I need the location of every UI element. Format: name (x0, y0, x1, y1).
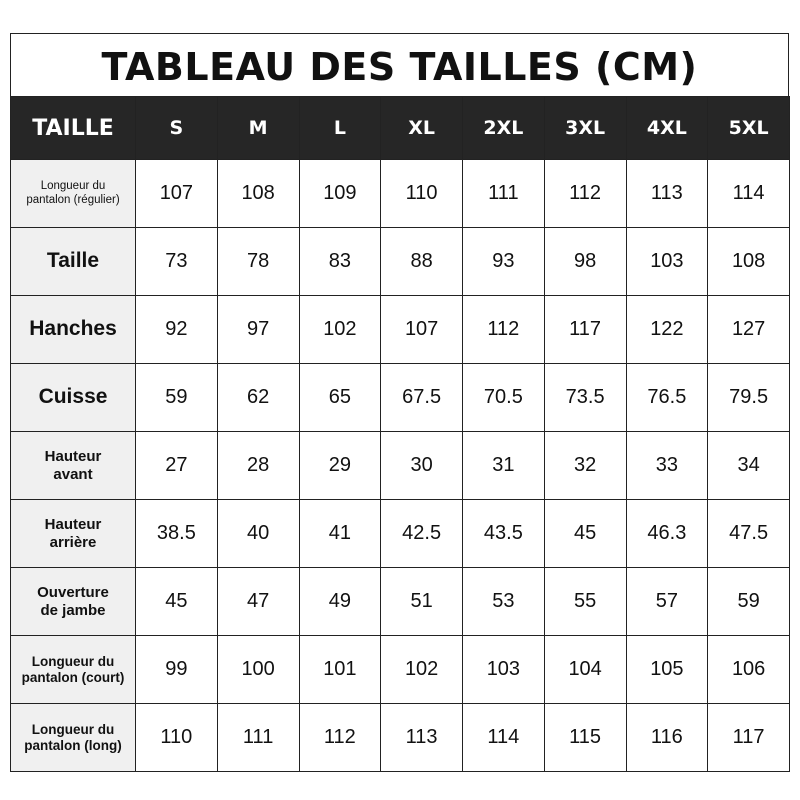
table-cell: 99 (136, 636, 218, 704)
table-cell: 107 (381, 296, 463, 364)
table-cell: 108 (708, 228, 790, 296)
table-cell: 93 (463, 228, 545, 296)
table-cell: 100 (217, 636, 299, 704)
table-cell: 113 (381, 704, 463, 772)
table-cell: 101 (299, 636, 381, 704)
table-cell: 111 (217, 704, 299, 772)
row-label (11, 500, 136, 568)
table-row (11, 296, 790, 364)
table-cell: 92 (136, 296, 218, 364)
table-row (11, 568, 790, 636)
table-cell: 114 (463, 704, 545, 772)
table-cell: 117 (544, 296, 626, 364)
table-cell: 105 (626, 636, 708, 704)
size-header: 5XL (708, 97, 790, 160)
table-cell: 42.5 (381, 500, 463, 568)
table-cell: 45 (136, 568, 218, 636)
size-header: S (136, 97, 218, 160)
table-cell: 34 (708, 432, 790, 500)
table-cell: 59 (708, 568, 790, 636)
table-cell: 27 (136, 432, 218, 500)
size-header: 2XL (463, 97, 545, 160)
table-cell: 40 (217, 500, 299, 568)
table-cell: 73.5 (544, 364, 626, 432)
table-cell: 112 (544, 160, 626, 228)
row-label (11, 364, 136, 432)
row-label (11, 160, 136, 228)
table-cell: 102 (381, 636, 463, 704)
table-cell: 73 (136, 228, 218, 296)
table-cell: 108 (217, 160, 299, 228)
table-row (11, 500, 790, 568)
row-label (11, 432, 136, 500)
table-cell: 38.5 (136, 500, 218, 568)
size-header: XL (381, 97, 463, 160)
table-cell: 97 (217, 296, 299, 364)
table-cell: 76.5 (626, 364, 708, 432)
table-cell: 88 (381, 228, 463, 296)
table-cell: 115 (544, 704, 626, 772)
table-row (11, 432, 790, 500)
table-cell: 117 (708, 704, 790, 772)
row-label-line: pantalon (court) (21, 669, 125, 685)
row-label-line: Longueur du (40, 180, 106, 193)
table-cell: 49 (299, 568, 381, 636)
table-row (11, 364, 790, 432)
table-cell: 122 (626, 296, 708, 364)
table-row (11, 228, 790, 296)
size-header: M (217, 97, 299, 160)
table-cell: 113 (626, 160, 708, 228)
table-cell: 103 (463, 636, 545, 704)
table-cell: 107 (136, 160, 218, 228)
row-label-line: arrière (49, 533, 97, 551)
table-cell: 79.5 (708, 364, 790, 432)
table-cell: 83 (299, 228, 381, 296)
table-row (11, 160, 790, 228)
row-label-line: Longueur du (31, 653, 115, 669)
table-cell: 116 (626, 704, 708, 772)
table-cell: 45 (544, 500, 626, 568)
table-cell: 30 (381, 432, 463, 500)
table-cell: 55 (544, 568, 626, 636)
row-label (11, 636, 136, 704)
table-cell: 111 (463, 160, 545, 228)
header-row (11, 97, 790, 160)
table-cell: 109 (299, 160, 381, 228)
row-label-line: Hanches (29, 317, 117, 341)
row-label-line: pantalon (régulier) (26, 193, 120, 206)
table-cell: 98 (544, 228, 626, 296)
table-cell: 103 (626, 228, 708, 296)
table-cell: 104 (544, 636, 626, 704)
table-cell: 32 (544, 432, 626, 500)
table-cell: 112 (463, 296, 545, 364)
table-cell: 127 (708, 296, 790, 364)
table-cell: 110 (381, 160, 463, 228)
row-label-line: Hauteur (44, 448, 102, 466)
row-label-line: pantalon (long) (24, 737, 122, 753)
row-label-line: Taille (46, 249, 100, 273)
table-cell: 102 (299, 296, 381, 364)
table-cell: 43.5 (463, 500, 545, 568)
table-cell: 29 (299, 432, 381, 500)
table-cell: 47 (217, 568, 299, 636)
row-label-line: Hauteur (44, 516, 102, 534)
table-row (11, 704, 790, 772)
table-cell: 51 (381, 568, 463, 636)
table-cell: 47.5 (708, 500, 790, 568)
table-row (11, 636, 790, 704)
size-header: 4XL (626, 97, 708, 160)
table-cell: 31 (463, 432, 545, 500)
table-cell: 62 (217, 364, 299, 432)
row-label (11, 704, 136, 772)
table-cell: 41 (299, 500, 381, 568)
chart-title: TABLEAU DES TAILLES (CM) (101, 45, 698, 89)
table-cell: 65 (299, 364, 381, 432)
row-label-line: Cuisse (38, 385, 108, 409)
table-cell: 106 (708, 636, 790, 704)
table-cell: 28 (217, 432, 299, 500)
table-cell: 67.5 (381, 364, 463, 432)
table-cell: 33 (626, 432, 708, 500)
size-table (10, 96, 790, 772)
table-cell: 114 (708, 160, 790, 228)
row-label-line: de jambe (40, 601, 106, 619)
table-cell: 46.3 (626, 500, 708, 568)
row-label (11, 568, 136, 636)
table-cell: 78 (217, 228, 299, 296)
table-cell: 59 (136, 364, 218, 432)
table-cell: 57 (626, 568, 708, 636)
table-cell: 110 (136, 704, 218, 772)
size-header: L (299, 97, 381, 160)
row-label-line: Longueur du (31, 721, 115, 737)
size-chart (10, 33, 789, 770)
table-cell: 112 (299, 704, 381, 772)
table-cell: 53 (463, 568, 545, 636)
header-label: TAILLE (11, 97, 136, 160)
size-header: 3XL (544, 97, 626, 160)
table-cell: 70.5 (463, 364, 545, 432)
row-label-line: Ouverture (37, 584, 109, 602)
row-label (11, 228, 136, 296)
row-label-line: avant (53, 465, 93, 483)
row-label (11, 296, 136, 364)
